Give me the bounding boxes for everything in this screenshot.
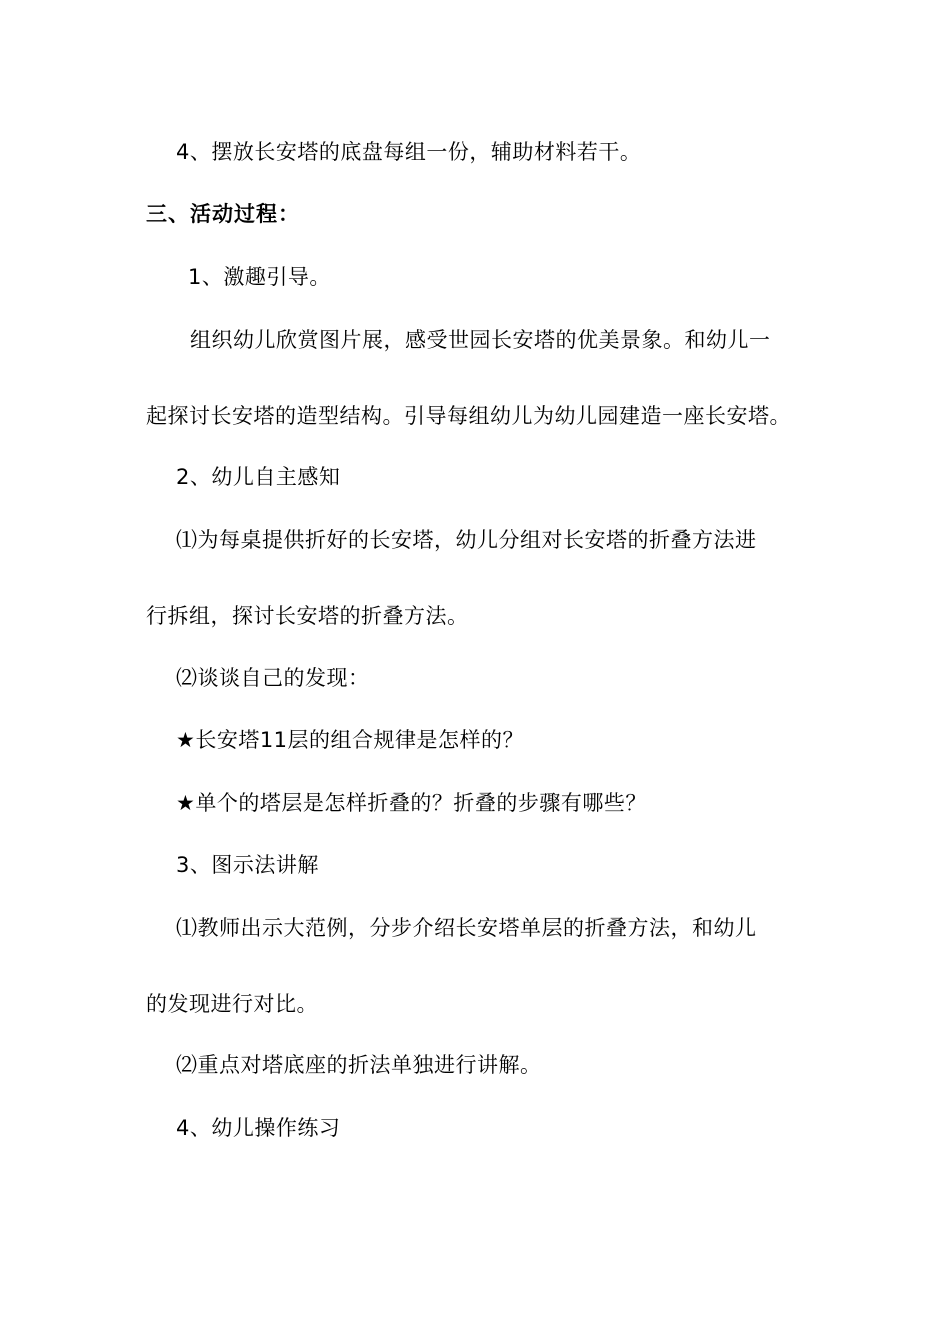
step-3-item-2: ⑵重点对塔底座的折法单独进行讲解。	[176, 1053, 542, 1077]
step-3-item-1-line-2: 的发现进行对比。	[146, 992, 318, 1016]
step-2-item-1-line-2: 行拆组，探讨长安塔的折叠方法。	[146, 604, 469, 628]
question-bullet-2: ★单个的塔层是怎样折叠的？折叠的步骤有哪些？	[176, 791, 647, 815]
section-heading-activity-process: 三、活动过程：	[146, 202, 300, 226]
step-3-title: 3、图示法讲解	[176, 853, 319, 877]
step-4-title: 4、幼儿操作练习	[176, 1116, 341, 1140]
step-2-title: 2、幼儿自主感知	[176, 465, 341, 489]
step-1-title: 1、激趣引导。	[188, 265, 331, 289]
material-item-4: 4、摆放长安塔的底盘每组一份，辅助材料若干。	[176, 140, 642, 164]
step-2-item-1-line-1: ⑴为每桌提供折好的长安塔，幼儿分组对长安塔的折叠方法进	[176, 528, 757, 552]
step-3-item-1-line-1: ⑴教师出示大范例，分步介绍长安塔单层的折叠方法，和幼儿	[176, 916, 757, 940]
step-1-paragraph-line-2: 起探讨长安塔的造型结构。引导每组幼儿为幼儿园建造一座长安塔。	[146, 404, 791, 428]
question-bullet-1: ★长安塔11层的组合规律是怎样的？	[176, 728, 525, 752]
step-1-paragraph-line-1: 组织幼儿欣赏图片展，感受世园长安塔的优美景象。和幼儿一	[190, 328, 771, 352]
step-2-item-2: ⑵谈谈自己的发现：	[176, 666, 370, 690]
